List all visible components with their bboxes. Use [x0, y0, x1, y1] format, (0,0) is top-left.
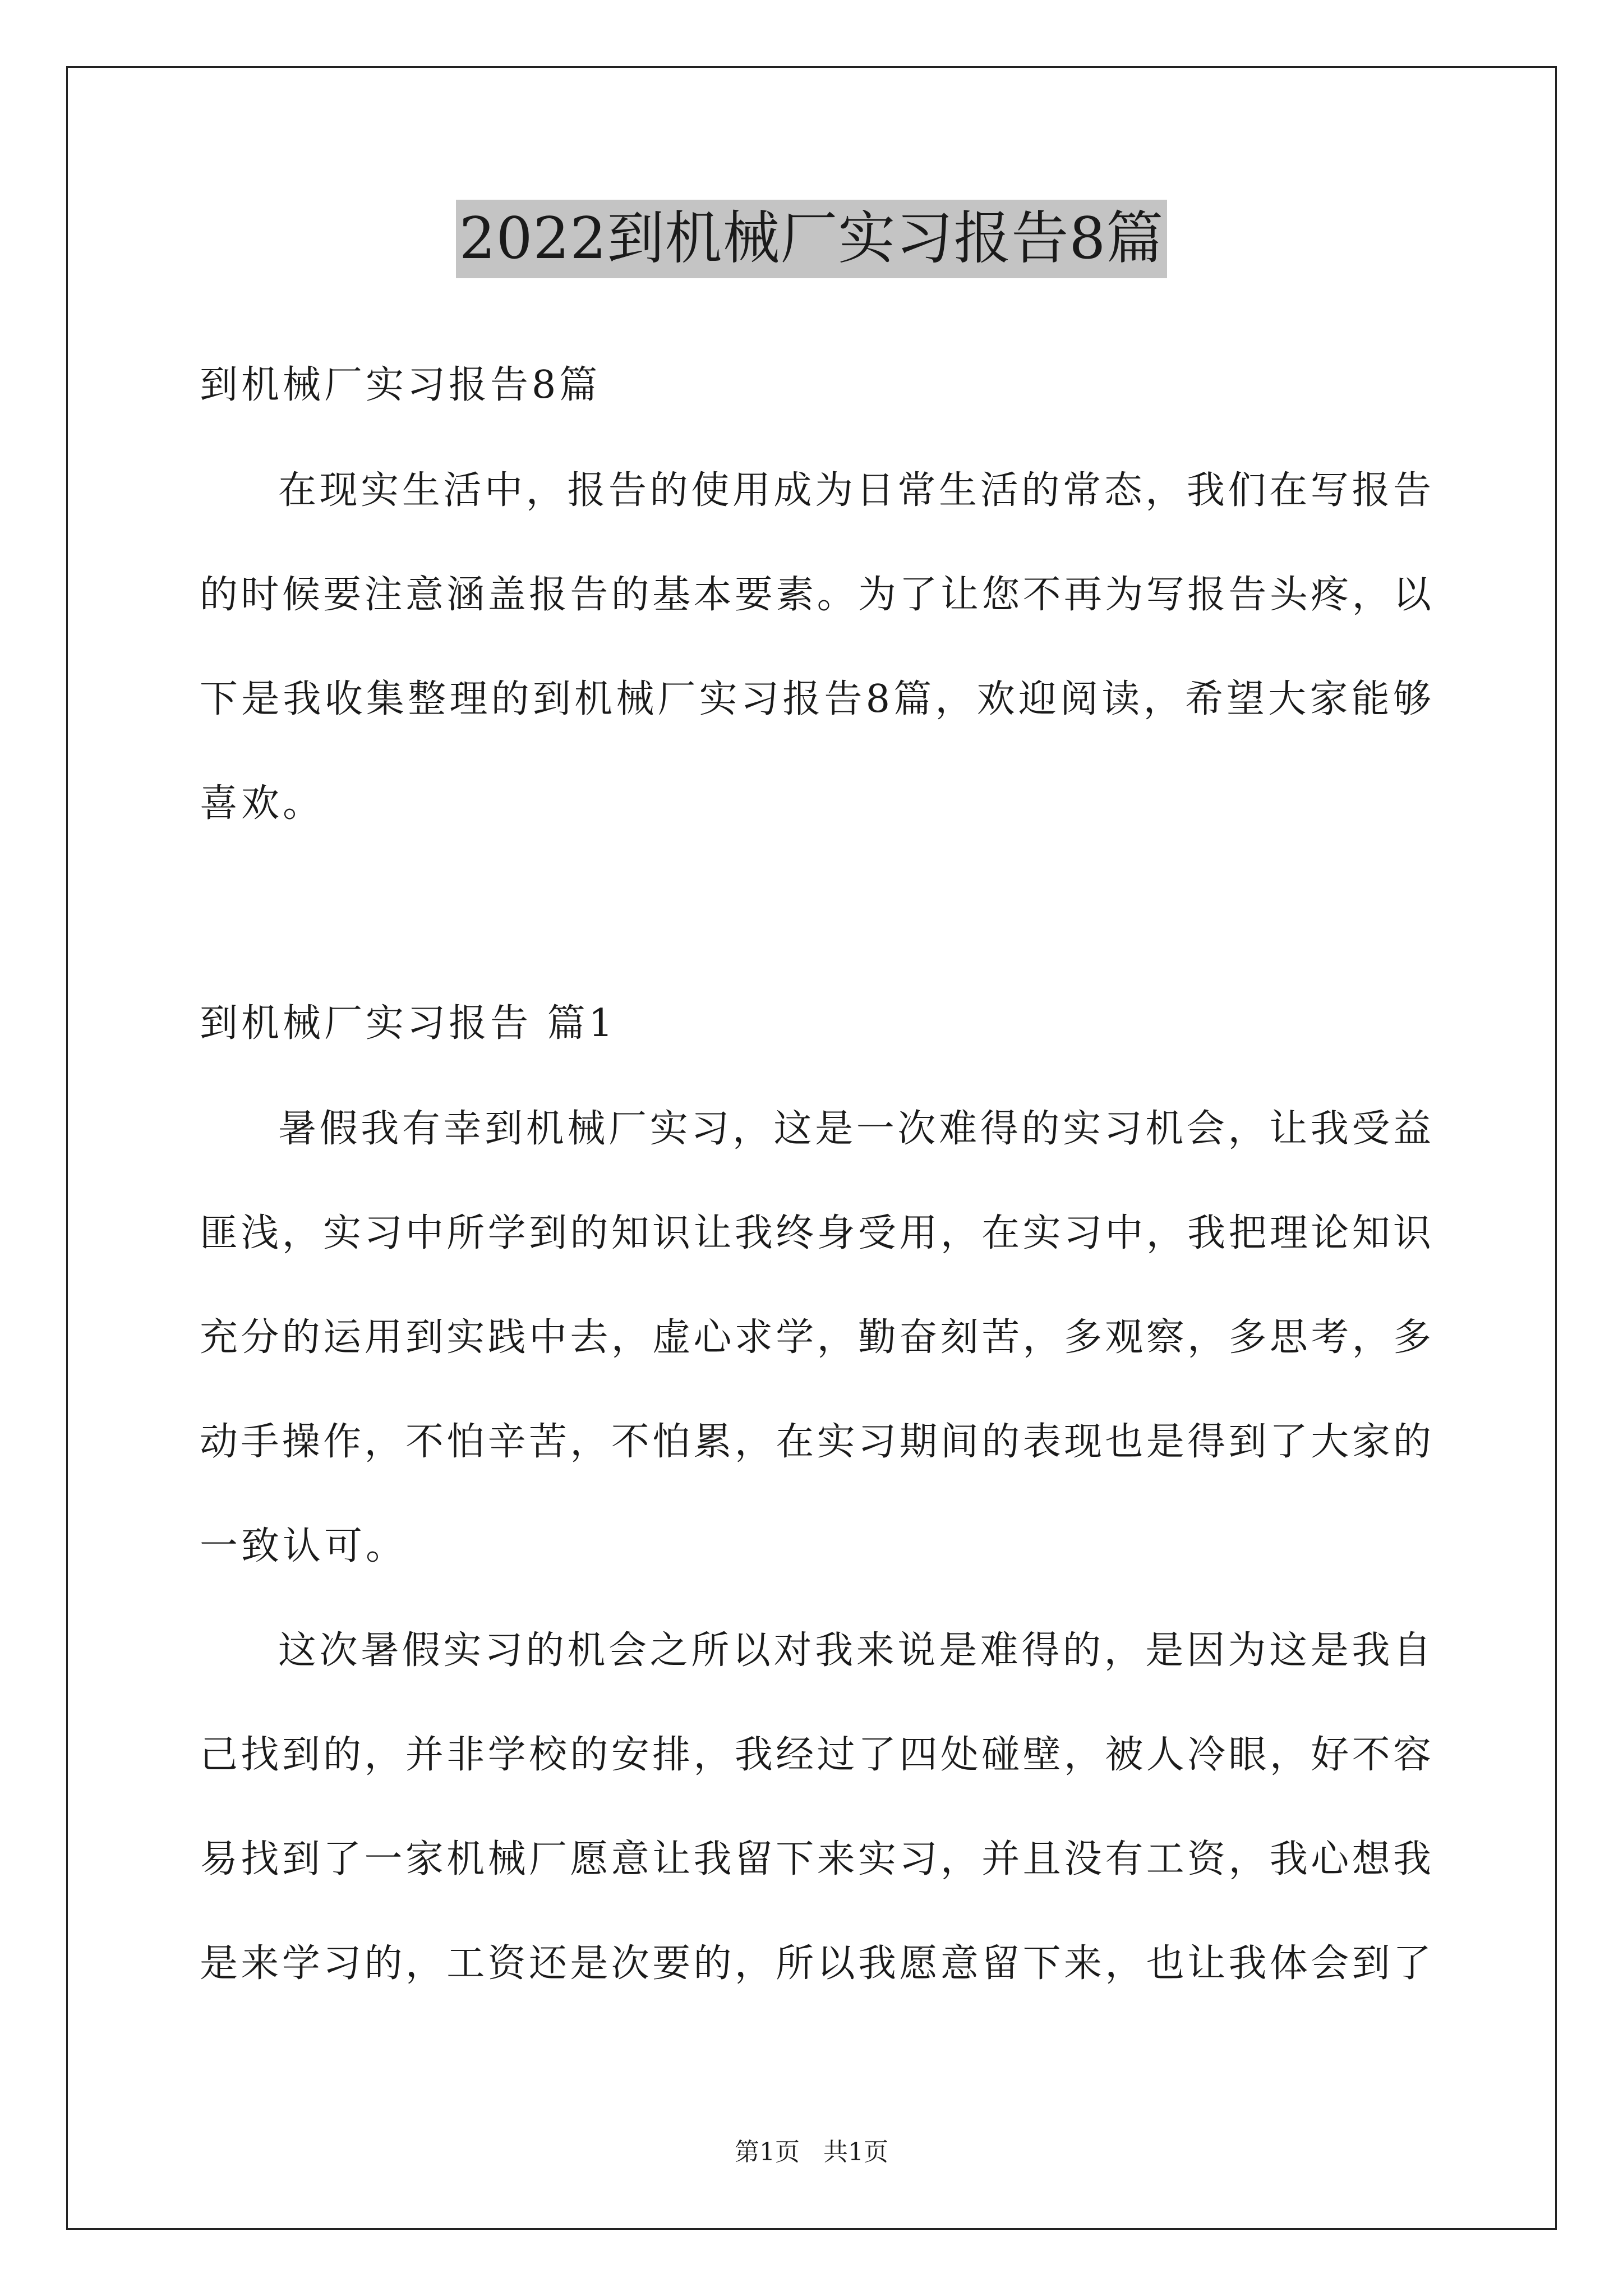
paragraph-line: 暑假我有幸到机械厂实习，这是一次难得的实习机会，让我受益 [278, 1107, 1431, 1151]
document-title: 2022到机械厂实习报告8篇 [456, 200, 1167, 278]
intro-line: 喜欢。 [200, 781, 325, 826]
paragraph-line: 是来学习的，工资还是次要的，所以我愿意留下来，也让我体会到了 [200, 1941, 1431, 1986]
page-footer: 第1页 共1页 [735, 2138, 888, 2166]
paragraph-line: 己找到的，并非学校的安排，我经过了四处碰壁，被人冷眼，好不容 [200, 1733, 1431, 1777]
intro-line: 在现实生活中，报告的使用成为日常生活的常态，我们在写报告 [278, 468, 1431, 513]
intro-line: 下是我收集整理的到机械厂实习报告8篇，欢迎阅读，希望大家能够 [200, 677, 1431, 721]
paragraph-line: 动手操作，不怕辛苦，不怕累，在实习期间的表现也是得到了大家的 [200, 1420, 1431, 1464]
title-container [0, 200, 1623, 278]
section-heading: 到机械厂实习报告 篇1 [200, 1001, 616, 1046]
paragraph-line: 充分的运用到实践中去，虚心求学，勤奋刻苦，多观察，多思考，多 [200, 1315, 1431, 1360]
paragraph-line: 易找到了一家机械厂愿意让我留下来实习，并且没有工资，我心想我 [200, 1837, 1431, 1881]
document-subtitle: 到机械厂实习报告8篇 [200, 363, 601, 407]
paragraph-line: 匪浅，实习中所学到的知识让我终身受用，在实习中，我把理论知识 [200, 1211, 1431, 1255]
paragraph-line: 一致认可。 [200, 1524, 408, 1568]
intro-line: 的时候要注意涵盖报告的基本要素。为了让您不再为写报告头疼，以 [200, 573, 1431, 617]
paragraph-line: 这次暑假实习的机会之所以对我来说是难得的，是因为这是我自 [278, 1628, 1431, 1673]
